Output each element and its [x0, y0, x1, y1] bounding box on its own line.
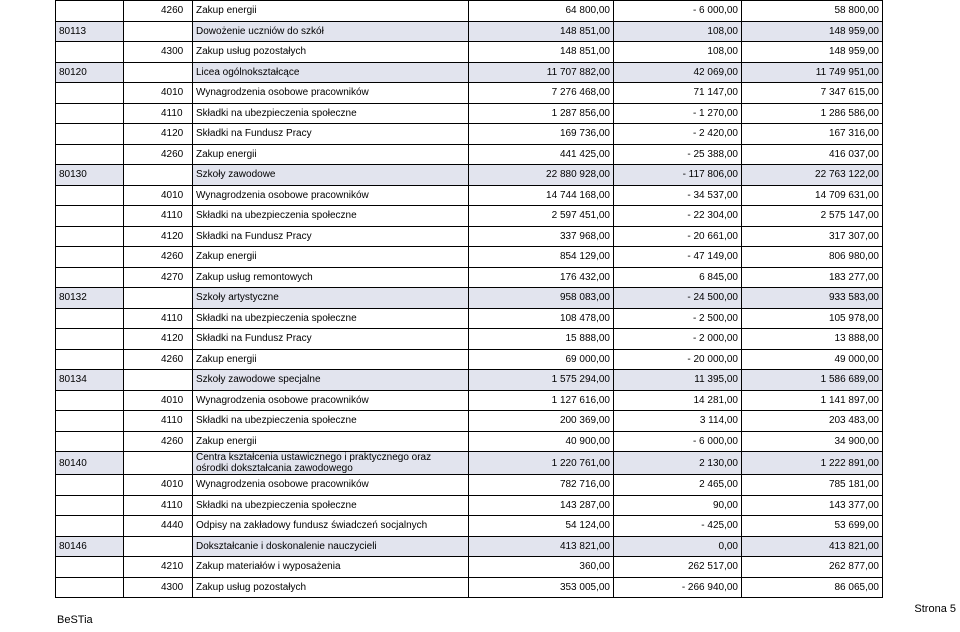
- rozdzial-cell: 80134: [56, 370, 124, 391]
- paragraf-cell: 4110: [124, 495, 193, 516]
- zmiana-cell: 14 281,00: [614, 390, 742, 411]
- paragraf-cell: 4110: [124, 103, 193, 124]
- footer-app-name: BeSTia: [57, 614, 93, 626]
- plan-cell: 7 276 468,00: [469, 83, 614, 104]
- plan-cell: 353 005,00: [469, 577, 614, 598]
- section-row: [56, 288, 883, 309]
- plan-cell: 64 800,00: [469, 1, 614, 22]
- zmiana-cell: 108,00: [614, 42, 742, 63]
- plan-cell: 176 432,00: [469, 267, 614, 288]
- table-row: [56, 267, 883, 288]
- paragraf-cell: 4110: [124, 411, 193, 432]
- po-zmianie-cell: 933 583,00: [742, 288, 883, 309]
- paragraf-cell: [124, 370, 193, 391]
- name-cell: Wynagrodzenia osobowe pracowników: [193, 83, 469, 104]
- zmiana-cell: 108,00: [614, 21, 742, 42]
- plan-cell: 1 287 856,00: [469, 103, 614, 124]
- paragraf-cell: 4120: [124, 124, 193, 145]
- table-row: [56, 144, 883, 165]
- zmiana-cell: - 117 806,00: [614, 165, 742, 186]
- paragraf-cell: 4260: [124, 1, 193, 22]
- rozdzial-cell: 80130: [56, 165, 124, 186]
- zmiana-cell: 262 517,00: [614, 557, 742, 578]
- plan-cell: 148 851,00: [469, 42, 614, 63]
- table-row: [56, 411, 883, 432]
- paragraf-cell: [124, 21, 193, 42]
- table-row: [56, 431, 883, 452]
- paragraf-cell: 4120: [124, 329, 193, 350]
- paragraf-cell: 4110: [124, 206, 193, 227]
- rozdzial-cell: [56, 411, 124, 432]
- table-row: [56, 247, 883, 268]
- paragraf-cell: 4010: [124, 475, 193, 496]
- zmiana-cell: 71 147,00: [614, 83, 742, 104]
- table-row: [56, 390, 883, 411]
- zmiana-cell: 6 845,00: [614, 267, 742, 288]
- plan-cell: 441 425,00: [469, 144, 614, 165]
- section-row: [56, 370, 883, 391]
- rozdzial-cell: [56, 103, 124, 124]
- rozdzial-cell: [56, 577, 124, 598]
- zmiana-cell: - 425,00: [614, 516, 742, 537]
- po-zmianie-cell: 148 959,00: [742, 42, 883, 63]
- po-zmianie-cell: 34 900,00: [742, 431, 883, 452]
- table-row: [56, 475, 883, 496]
- po-zmianie-cell: 413 821,00: [742, 536, 883, 557]
- plan-cell: 1 127 616,00: [469, 390, 614, 411]
- rozdzial-cell: [56, 226, 124, 247]
- rozdzial-cell: [56, 495, 124, 516]
- po-zmianie-cell: 785 181,00: [742, 475, 883, 496]
- plan-cell: 360,00: [469, 557, 614, 578]
- table-row: [56, 557, 883, 578]
- table-row: [56, 577, 883, 598]
- paragraf-cell: 4010: [124, 390, 193, 411]
- plan-cell: 1 575 294,00: [469, 370, 614, 391]
- rozdzial-cell: [56, 124, 124, 145]
- paragraf-cell: 4440: [124, 516, 193, 537]
- paragraf-cell: 4260: [124, 431, 193, 452]
- name-cell: Dokształcanie i doskonalenie nauczycieli: [193, 536, 469, 557]
- plan-cell: 54 124,00: [469, 516, 614, 537]
- po-zmianie-cell: 22 763 122,00: [742, 165, 883, 186]
- zmiana-cell: - 2 420,00: [614, 124, 742, 145]
- zmiana-cell: 2 130,00: [614, 452, 742, 475]
- po-zmianie-cell: 1 222 891,00: [742, 452, 883, 475]
- zmiana-cell: 0,00: [614, 536, 742, 557]
- paragraf-cell: [124, 536, 193, 557]
- po-zmianie-cell: 2 575 147,00: [742, 206, 883, 227]
- rozdzial-cell: [56, 185, 124, 206]
- rozdzial-cell: [56, 431, 124, 452]
- zmiana-cell: - 25 388,00: [614, 144, 742, 165]
- name-cell: Składki na ubezpieczenia społeczne: [193, 495, 469, 516]
- rozdzial-cell: 80120: [56, 62, 124, 83]
- plan-cell: 413 821,00: [469, 536, 614, 557]
- section-row: [56, 21, 883, 42]
- rozdzial-cell: [56, 247, 124, 268]
- name-cell: Zakup energii: [193, 144, 469, 165]
- zmiana-cell: - 34 537,00: [614, 185, 742, 206]
- paragraf-cell: 4260: [124, 247, 193, 268]
- rozdzial-cell: 80132: [56, 288, 124, 309]
- rozdzial-cell: [56, 144, 124, 165]
- paragraf-cell: [124, 288, 193, 309]
- po-zmianie-cell: 1 141 897,00: [742, 390, 883, 411]
- po-zmianie-cell: 183 277,00: [742, 267, 883, 288]
- name-cell: Zakup energii: [193, 1, 469, 22]
- table-row: [56, 185, 883, 206]
- zmiana-cell: - 2 000,00: [614, 329, 742, 350]
- po-zmianie-cell: 148 959,00: [742, 21, 883, 42]
- zmiana-cell: - 6 000,00: [614, 431, 742, 452]
- name-cell: Składki na ubezpieczenia społeczne: [193, 103, 469, 124]
- po-zmianie-cell: 86 065,00: [742, 577, 883, 598]
- plan-cell: 11 707 882,00: [469, 62, 614, 83]
- po-zmianie-cell: 14 709 631,00: [742, 185, 883, 206]
- zmiana-cell: - 22 304,00: [614, 206, 742, 227]
- po-zmianie-cell: 49 000,00: [742, 349, 883, 370]
- po-zmianie-cell: 317 307,00: [742, 226, 883, 247]
- zmiana-cell: 2 465,00: [614, 475, 742, 496]
- po-zmianie-cell: 1 286 586,00: [742, 103, 883, 124]
- name-cell: Zakup materiałów i wyposażenia: [193, 557, 469, 578]
- po-zmianie-cell: 13 888,00: [742, 329, 883, 350]
- budget-table: [55, 0, 883, 598]
- name-cell: Składki na Fundusz Pracy: [193, 124, 469, 145]
- footer-page-number: Strona 5: [914, 603, 956, 615]
- po-zmianie-cell: 1 586 689,00: [742, 370, 883, 391]
- table-row: [56, 349, 883, 370]
- table-row: [56, 226, 883, 247]
- rozdzial-cell: [56, 206, 124, 227]
- po-zmianie-cell: 262 877,00: [742, 557, 883, 578]
- table-row: [56, 329, 883, 350]
- rozdzial-cell: [56, 475, 124, 496]
- rozdzial-cell: [56, 83, 124, 104]
- table-row: [56, 495, 883, 516]
- table-row: [56, 206, 883, 227]
- rozdzial-cell: 80140: [56, 452, 124, 475]
- rozdzial-cell: [56, 516, 124, 537]
- name-cell: Składki na ubezpieczenia społeczne: [193, 308, 469, 329]
- po-zmianie-cell: 167 316,00: [742, 124, 883, 145]
- name-cell: Składki na ubezpieczenia społeczne: [193, 206, 469, 227]
- po-zmianie-cell: 806 980,00: [742, 247, 883, 268]
- zmiana-cell: - 24 500,00: [614, 288, 742, 309]
- po-zmianie-cell: 11 749 951,00: [742, 62, 883, 83]
- table-row: [56, 124, 883, 145]
- name-cell: Szkoły zawodowe specjalne: [193, 370, 469, 391]
- rozdzial-cell: [56, 390, 124, 411]
- name-cell: Zakup usług remontowych: [193, 267, 469, 288]
- name-cell: Zakup energii: [193, 349, 469, 370]
- name-cell: Wynagrodzenia osobowe pracowników: [193, 475, 469, 496]
- name-cell: Składki na Fundusz Pracy: [193, 226, 469, 247]
- table-row: [56, 516, 883, 537]
- zmiana-cell: - 20 000,00: [614, 349, 742, 370]
- rozdzial-cell: [56, 557, 124, 578]
- po-zmianie-cell: 53 699,00: [742, 516, 883, 537]
- zmiana-cell: - 47 149,00: [614, 247, 742, 268]
- plan-cell: 108 478,00: [469, 308, 614, 329]
- table-row: [56, 308, 883, 329]
- name-cell: Zakup usług pozostałych: [193, 42, 469, 63]
- name-cell: Zakup usług pozostałych: [193, 577, 469, 598]
- name-cell: Licea ogólnokształcące: [193, 62, 469, 83]
- zmiana-cell: - 266 940,00: [614, 577, 742, 598]
- zmiana-cell: 3 114,00: [614, 411, 742, 432]
- paragraf-cell: 4300: [124, 42, 193, 63]
- rozdzial-cell: 80113: [56, 21, 124, 42]
- table-row: [56, 1, 883, 22]
- rozdzial-cell: [56, 349, 124, 370]
- plan-cell: 40 900,00: [469, 431, 614, 452]
- table-row: [56, 42, 883, 63]
- name-cell: Zakup energii: [193, 247, 469, 268]
- rozdzial-cell: [56, 267, 124, 288]
- paragraf-cell: [124, 165, 193, 186]
- plan-cell: 148 851,00: [469, 21, 614, 42]
- paragraf-cell: 4260: [124, 349, 193, 370]
- rozdzial-cell: [56, 308, 124, 329]
- plan-cell: 337 968,00: [469, 226, 614, 247]
- plan-cell: 143 287,00: [469, 495, 614, 516]
- table-row: [56, 83, 883, 104]
- plan-cell: 69 000,00: [469, 349, 614, 370]
- name-cell: Składki na ubezpieczenia społeczne: [193, 411, 469, 432]
- rozdzial-cell: [56, 329, 124, 350]
- zmiana-cell: - 1 270,00: [614, 103, 742, 124]
- plan-cell: 1 220 761,00: [469, 452, 614, 475]
- paragraf-cell: 4010: [124, 83, 193, 104]
- table-row: [56, 103, 883, 124]
- plan-cell: 854 129,00: [469, 247, 614, 268]
- section-row: [56, 452, 883, 475]
- zmiana-cell: - 6 000,00: [614, 1, 742, 22]
- plan-cell: 782 716,00: [469, 475, 614, 496]
- plan-cell: 958 083,00: [469, 288, 614, 309]
- name-cell: Składki na Fundusz Pracy: [193, 329, 469, 350]
- name-cell: Zakup energii: [193, 431, 469, 452]
- plan-cell: 22 880 928,00: [469, 165, 614, 186]
- plan-cell: 14 744 168,00: [469, 185, 614, 206]
- po-zmianie-cell: 58 800,00: [742, 1, 883, 22]
- zmiana-cell: 42 069,00: [614, 62, 742, 83]
- paragraf-cell: 4210: [124, 557, 193, 578]
- zmiana-cell: - 2 500,00: [614, 308, 742, 329]
- po-zmianie-cell: 203 483,00: [742, 411, 883, 432]
- name-cell: Dowożenie uczniów do szkół: [193, 21, 469, 42]
- plan-cell: 15 888,00: [469, 329, 614, 350]
- name-cell: Szkoły zawodowe: [193, 165, 469, 186]
- table-body: [56, 1, 883, 598]
- po-zmianie-cell: 7 347 615,00: [742, 83, 883, 104]
- rozdzial-cell: [56, 42, 124, 63]
- plan-cell: 169 736,00: [469, 124, 614, 145]
- po-zmianie-cell: 105 978,00: [742, 308, 883, 329]
- po-zmianie-cell: 416 037,00: [742, 144, 883, 165]
- paragraf-cell: 4300: [124, 577, 193, 598]
- section-row: [56, 165, 883, 186]
- paragraf-cell: [124, 452, 193, 475]
- paragraf-cell: 4120: [124, 226, 193, 247]
- po-zmianie-cell: 143 377,00: [742, 495, 883, 516]
- name-cell: Wynagrodzenia osobowe pracowników: [193, 185, 469, 206]
- zmiana-cell: 11 395,00: [614, 370, 742, 391]
- name-cell: Odpisy na zakładowy fundusz świadczeń socjalnych: [193, 516, 469, 537]
- paragraf-cell: 4270: [124, 267, 193, 288]
- paragraf-cell: 4010: [124, 185, 193, 206]
- paragraf-cell: 4260: [124, 144, 193, 165]
- plan-cell: 200 369,00: [469, 411, 614, 432]
- zmiana-cell: - 20 661,00: [614, 226, 742, 247]
- plan-cell: 2 597 451,00: [469, 206, 614, 227]
- rozdzial-cell: 80146: [56, 536, 124, 557]
- name-cell: Centra kształcenia ustawicznego i praktycznego oraz ośrodki dokształcania zawodowego: [193, 452, 469, 475]
- rozdzial-cell: [56, 1, 124, 22]
- name-cell: Szkoły artystyczne: [193, 288, 469, 309]
- name-cell: Wynagrodzenia osobowe pracowników: [193, 390, 469, 411]
- section-row: [56, 536, 883, 557]
- paragraf-cell: 4110: [124, 308, 193, 329]
- paragraf-cell: [124, 62, 193, 83]
- section-row: [56, 62, 883, 83]
- zmiana-cell: 90,00: [614, 495, 742, 516]
